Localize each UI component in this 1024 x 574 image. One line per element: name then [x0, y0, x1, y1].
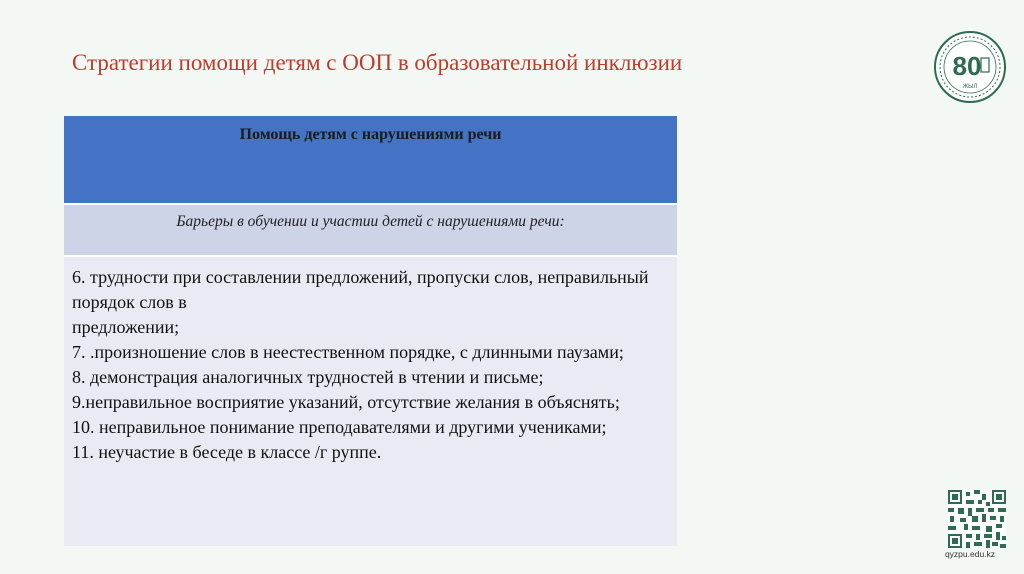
content-table [64, 116, 677, 546]
list-item: 10. неправильное понимание преподавателями и другими учениками; [72, 417, 607, 437]
slide-title: Стратегии помощи детям с ООП в образовательной инклюзии [72, 50, 683, 75]
logo-number: 80 [952, 51, 982, 81]
list-item: 9.неправильное восприятие указаний, отсутствие желания в объяснять; [72, 392, 620, 412]
list-item: 11. неучастие в беседе в классе /г руппе. [72, 442, 382, 462]
qr-code [948, 490, 1006, 548]
list-item: 7. .произношение слов в неестественном порядке, с длинными паузами; [72, 342, 624, 362]
logo-caption: ЖЫЛ [962, 84, 978, 90]
list-item: 6. трудности при составлении предложений, пропуски слов, неправильный порядок слов в [72, 267, 649, 312]
website-url: qyzpu.edu.kz [944, 549, 996, 559]
table-subheader: Барьеры в обучении и участии детей с нарушениями речи: [64, 203, 677, 255]
list-item: 8. демонстрация аналогичных трудностей в чтении и письме; [72, 367, 544, 387]
table-body [64, 255, 677, 546]
anniversary-logo [933, 30, 1007, 104]
list-item: предложении; [72, 317, 180, 337]
table-header: Помощь детям с нарушениями речи [64, 116, 677, 203]
